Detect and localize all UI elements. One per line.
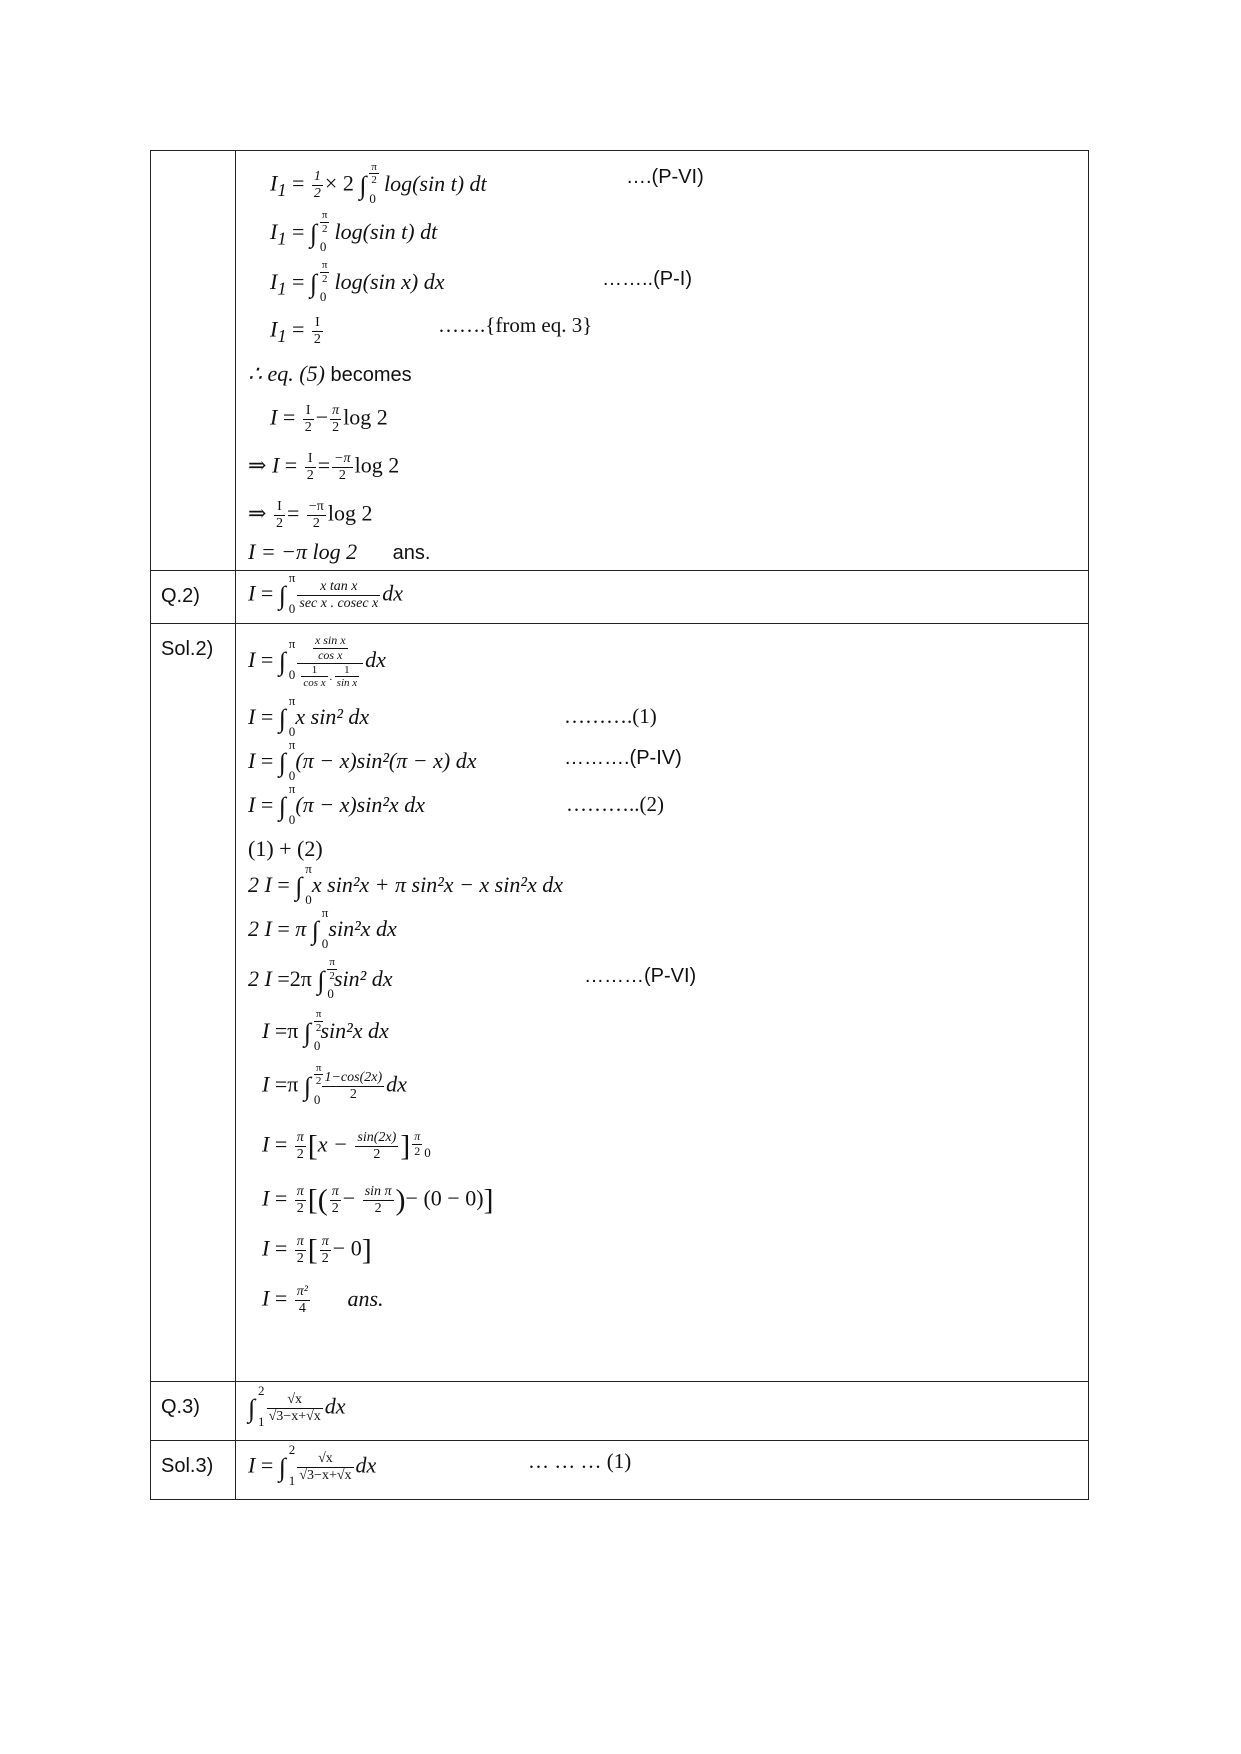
rule-tag: ….(P-VI): [626, 166, 704, 188]
question-expression: ∫ 2 1 $\frac{√x}{√3-x+√x}$ dx: [248, 1382, 346, 1429]
rule-tag: ………(P-VI): [584, 965, 697, 987]
question-label: Q.2): [161, 585, 200, 607]
math-line: I = $\frac{\pi}{2}$ [x − $\frac{\sin(2x)}{2}$ ] $\frac{\pi}{2}$ $_0$: [262, 1129, 431, 1163]
row-label-cell: [151, 571, 236, 624]
math-line: ∴ eq. (5) becomes: [248, 361, 412, 386]
math-line: ⇒ I = $\frac{I}{2}$ = $\frac{-\pi}{2}$ log 2: [248, 451, 400, 484]
math-line: 2 I = π ∫ π 0 sin²x dx: [248, 905, 397, 951]
question-label: Q.3): [161, 1396, 200, 1418]
row-label-cell: [151, 1441, 236, 1500]
reference-note: …….{from eq. 3}: [438, 313, 593, 337]
math-line: $I_1$ = ∫ $\frac{\pi}{2}$ 0 log(sin x) dx ……..(P-I): [270, 259, 692, 304]
question-expression: I = ∫ π 0 x tan x sec x . cosec x dx: [248, 569, 404, 616]
rule-tag: ……….(P-IV): [564, 747, 682, 769]
math-line: $I_1$ = $\frac{1}{2}$ × 2 ∫ $\frac{\pi}{2}$ 0 log(sin t) dt ….(P-VI): [270, 160, 704, 206]
math-line: $I_1$ = $\frac{I}{2}$ …….{from eq. 3}: [270, 313, 593, 348]
math-line: 2 I = ∫ π 0 x sin²x + π sin²x − x sin²x dx: [248, 861, 563, 907]
row-content-cell: [236, 1382, 1089, 1441]
solution-label: Sol.2): [161, 638, 214, 660]
math-line: I = $\frac{I}{2}$ − $\frac{\pi}{2}$ log 2: [270, 403, 388, 436]
equation-tag: ………..(2): [566, 792, 664, 816]
row-content-cell: [236, 151, 1089, 571]
row-label-cell: [151, 624, 236, 1382]
solution-table: [150, 150, 1089, 1500]
equation-tag: ……….(1): [564, 704, 657, 728]
math-line: I = $\frac{\pi}{2}$ [( $\frac{\pi}{2}$ − $\frac{\text{sin π}}{2}$ )− (0 − 0)]: [262, 1183, 494, 1217]
row-content-cell: [236, 1441, 1089, 1500]
math-line: $I_1$ = ∫ $\frac{\pi}{2}$ 0 log(sin t) dt: [270, 209, 438, 254]
solution-label: Sol.3): [161, 1455, 214, 1477]
row-content-cell: [236, 571, 1089, 624]
row-label-cell: [151, 1382, 236, 1441]
math-line: I = ∫ π 0 (π − x)sin²(π − x) dx ……….(P-IV): [248, 737, 682, 783]
math-line: I = ∫ π 0 $\frac{\text{x sin x}}{\text{cos x}}$ $\frac{1}{\text{cos x}}$ . $\frac{1}{\text{sin x}}$ dx: [248, 633, 386, 690]
math-line: I = $\frac{\pi}{2}$ [ $\frac{\pi}{2}$ − 0]: [262, 1233, 372, 1267]
math-line: ⇒ $\frac{I}{2}$ = $\frac{-\pi}{2}$ log 2: [248, 499, 373, 532]
math-line: I = ∫ 2 1 $\frac{√x}{√3-x+√x}$ dx … … … (1): [248, 1441, 632, 1488]
table-row: [151, 571, 1089, 624]
answer-line: I = $\frac{\text{π²}}{4}$ ans.: [262, 1284, 384, 1317]
equation-tag: … … … (1): [528, 1449, 632, 1473]
table-row: [151, 151, 1089, 571]
answer-line: I = −π log 2 ans.: [248, 539, 431, 564]
table-row: [151, 1382, 1089, 1441]
row-content-cell: [236, 624, 1089, 1382]
table-row: [151, 624, 1089, 1382]
table-row: [151, 1441, 1089, 1500]
row-label-cell: [151, 151, 236, 571]
math-line: I = ∫ π 0 (π − x)sin²x dx ………..(2): [248, 781, 664, 827]
rule-tag: ……..(P-I): [602, 268, 692, 290]
math-line: I =π ∫ $\frac{\pi}{2}$ 0 sin²x dx: [262, 1008, 389, 1053]
math-line: (1) + (2): [248, 836, 323, 861]
math-line: I = ∫ π 0 x sin² dx ……….(1): [248, 693, 657, 739]
math-line: 2 I =2π ∫ $\frac{\pi}{2}$ 0 sin² dx ………(P-VI): [248, 956, 697, 1001]
math-line: I =π ∫ $\frac{\pi}{2}$ 0 $\frac{1-\cos(2x)}{2}$ dx: [262, 1061, 407, 1107]
